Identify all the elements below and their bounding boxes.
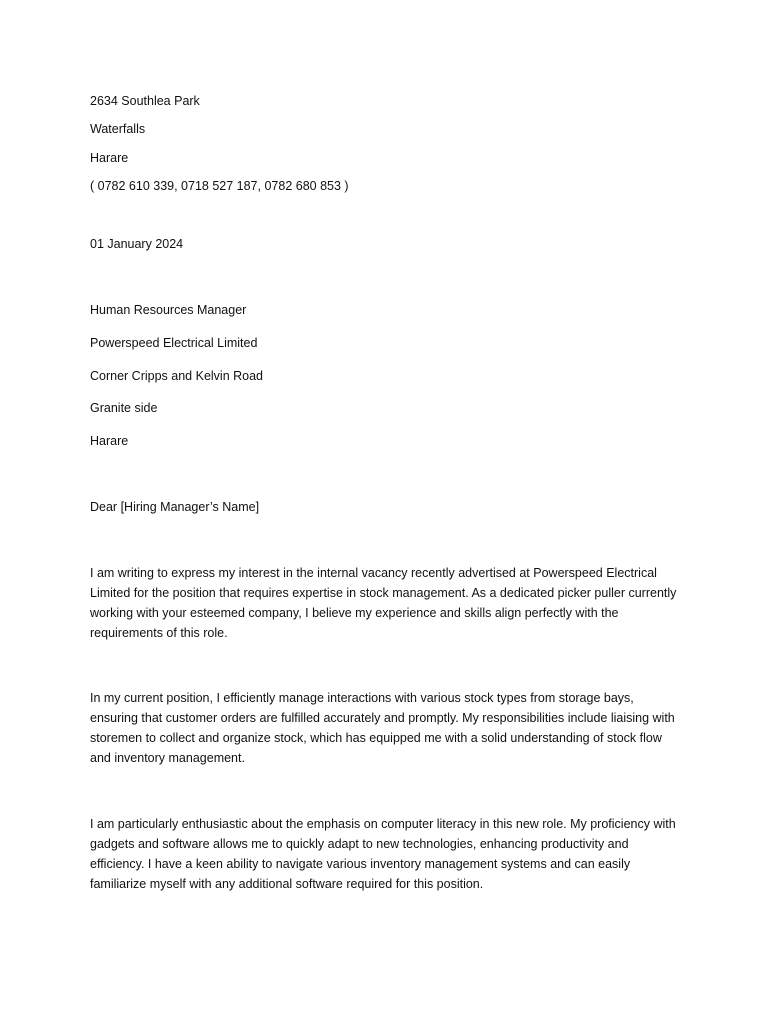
body-paragraph-2: In my current position, I efficiently manage interactions with various stock types from storage bays, ensuring that customer orders are fulfilled accurately and promptly. My responsibilities include liaising with storemen to collect and organize stock, which has equipped me with a solid understanding of stock flow and inventory management. bbox=[90, 691, 675, 765]
body-paragraph-1: I am writing to express my interest in the internal vacancy recently advertised at Powerspeed Electrical Limited for the position that requires expertise in stock management. As a dedicated picker puller currently working with your esteemed company, I believe my experience and skills align perfectly with the requirements of this role. bbox=[90, 566, 677, 640]
sender-suburb: Waterfalls bbox=[90, 122, 146, 136]
recipient-city: Harare bbox=[90, 434, 129, 448]
sender-street: 2634 Southlea Park bbox=[90, 94, 200, 108]
salutation: Dear [Hiring Manager’s Name] bbox=[90, 500, 260, 514]
letter-date: 01 January 2024 bbox=[90, 237, 184, 251]
recipient-title: Human Resources Manager bbox=[90, 303, 247, 317]
recipient-company: Powerspeed Electrical Limited bbox=[90, 336, 258, 350]
recipient-area: Granite side bbox=[90, 401, 158, 415]
sender-phones: ( 0782 610 339, 0718 527 187, 0782 680 853 ) bbox=[90, 179, 349, 193]
sender-city: Harare bbox=[90, 151, 129, 165]
recipient-street: Corner Cripps and Kelvin Road bbox=[90, 369, 264, 383]
body-paragraph-3: I am particularly enthusiastic about the emphasis on computer literacy in this new role. My proficiency with gadgets and software allows me to quickly adapt to new technologies, enhancing productivity and efficiency. I have a keen ability to navigate various inventory management systems and can easily familiarize myself with any additional software required for this position. bbox=[90, 817, 676, 891]
